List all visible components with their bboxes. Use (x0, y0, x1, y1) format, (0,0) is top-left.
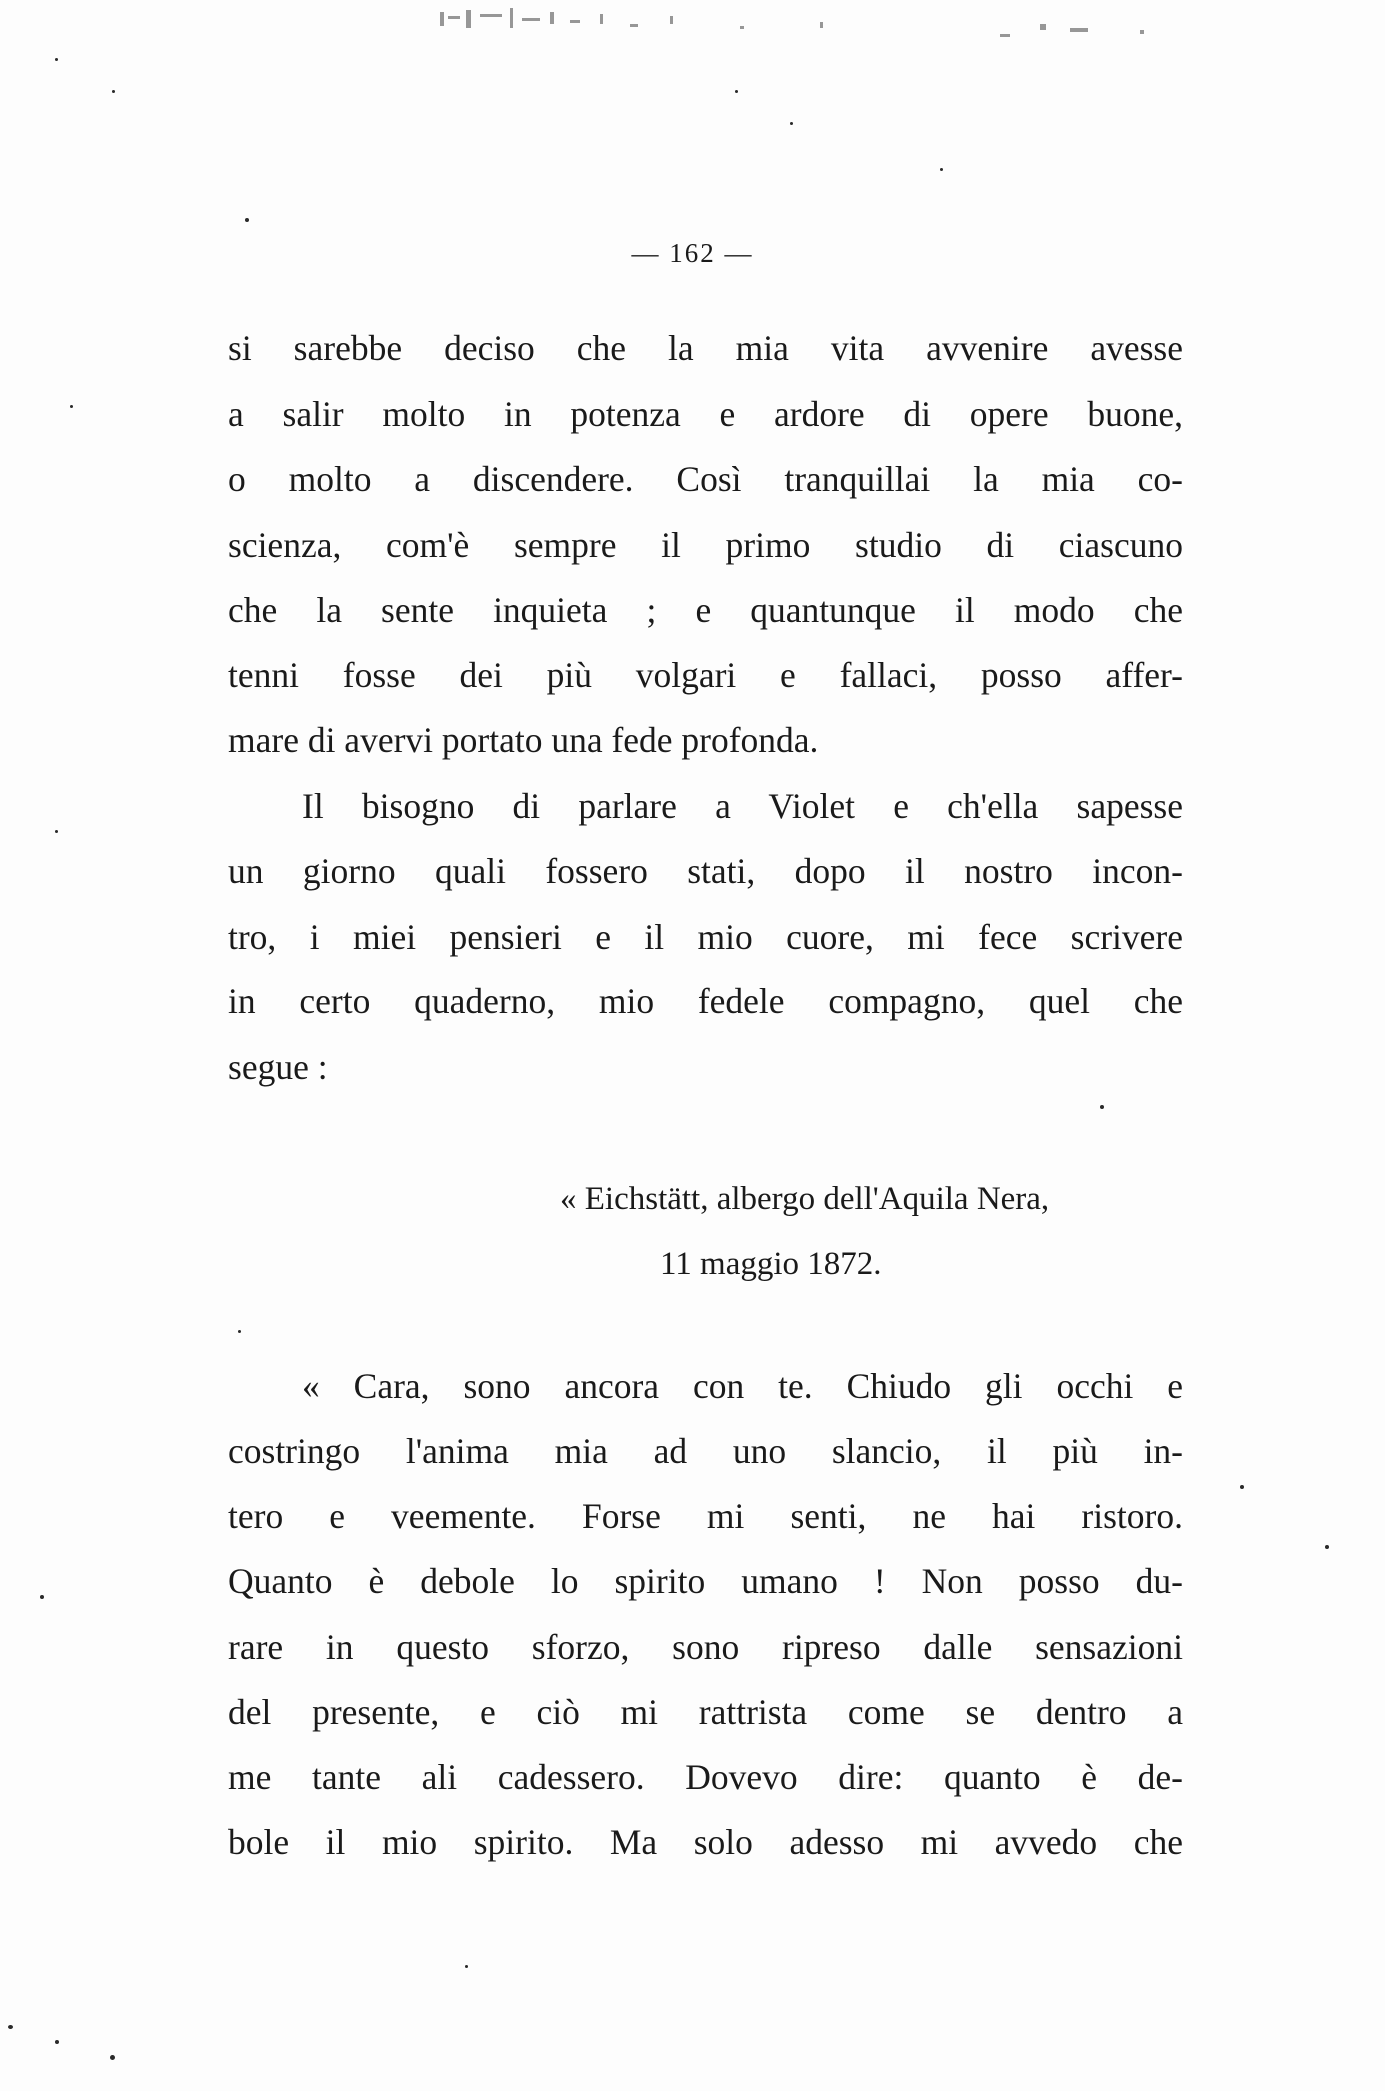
scan-speck (940, 168, 943, 171)
letter-line: bole il mio spirito. Ma solo adesso mi avvedo che (228, 1822, 1183, 1862)
text-line: si sarebbe deciso che la mia vita avvenire avesse (228, 328, 1183, 368)
scan-speck (55, 2040, 59, 2044)
text-line: a salir molto in potenza e ardore di opere buone, (228, 394, 1183, 434)
dateline-place: « Eichstätt, albergo dell'Aquila Nera, (560, 1181, 1050, 1217)
letter-line: rare in questo sforzo, sono ripreso dalle sensazioni (228, 1627, 1183, 1667)
page-number: — 162 — (631, 238, 754, 268)
scan-speck (465, 1965, 468, 1968)
text-line: in certo quaderno, mio fedele compagno, quel che (228, 981, 1183, 1021)
text-line: scienza, com'è sempre il primo studio di ciascuno (228, 525, 1183, 565)
text-line: tro, i miei pensieri e il mio cuore, mi fece scrivere (228, 917, 1183, 957)
scan-speck (1240, 1485, 1244, 1489)
scan-speck (110, 2055, 115, 2060)
letter-line: Quanto è debole lo spirito umano ! Non posso du- (228, 1561, 1183, 1601)
text-line: un giorno quali fossero stati, dopo il nostro incon- (228, 851, 1183, 891)
scan-speck (40, 1595, 44, 1599)
scan-speck (1325, 1545, 1329, 1549)
text-line: segue : (228, 1047, 328, 1087)
scan-noise (440, 4, 1160, 50)
scan-speck (238, 1330, 241, 1333)
letter-line: « Cara, sono ancora con te. Chiudo gli occhi e (302, 1366, 1183, 1406)
letter-line: del presente, e ciò mi rattrista come se dentro a (228, 1692, 1183, 1732)
scan-speck (55, 58, 58, 61)
scan-speck (8, 2025, 13, 2029)
scan-speck (55, 830, 58, 833)
scan-speck (735, 90, 738, 93)
text-line: tenni fosse dei più volgari e fallaci, posso affer- (228, 655, 1183, 695)
text-line: mare di avervi portato una fede profonda. (228, 720, 819, 760)
dateline-date: 11 maggio 1872. (660, 1246, 882, 1282)
scan-speck (245, 218, 249, 222)
scan-speck (1100, 1105, 1104, 1109)
text-line: o molto a discendere. Così tranquillai la mia co- (228, 459, 1183, 499)
scan-speck (790, 122, 793, 125)
letter-line: tero e veemente. Forse mi senti, ne hai ristoro. (228, 1496, 1183, 1536)
letter-line: me tante ali cadessero. Dovevo dire: quanto è de- (228, 1757, 1183, 1797)
scan-speck (70, 405, 73, 408)
text-line: che la sente inquieta ; e quantunque il modo che (228, 590, 1183, 630)
letter-line: costringo l'anima mia ad uno slancio, il più in- (228, 1431, 1183, 1471)
scan-speck (112, 90, 115, 93)
text-line: Il bisogno di parlare a Violet e ch'ella sapesse (302, 786, 1183, 826)
